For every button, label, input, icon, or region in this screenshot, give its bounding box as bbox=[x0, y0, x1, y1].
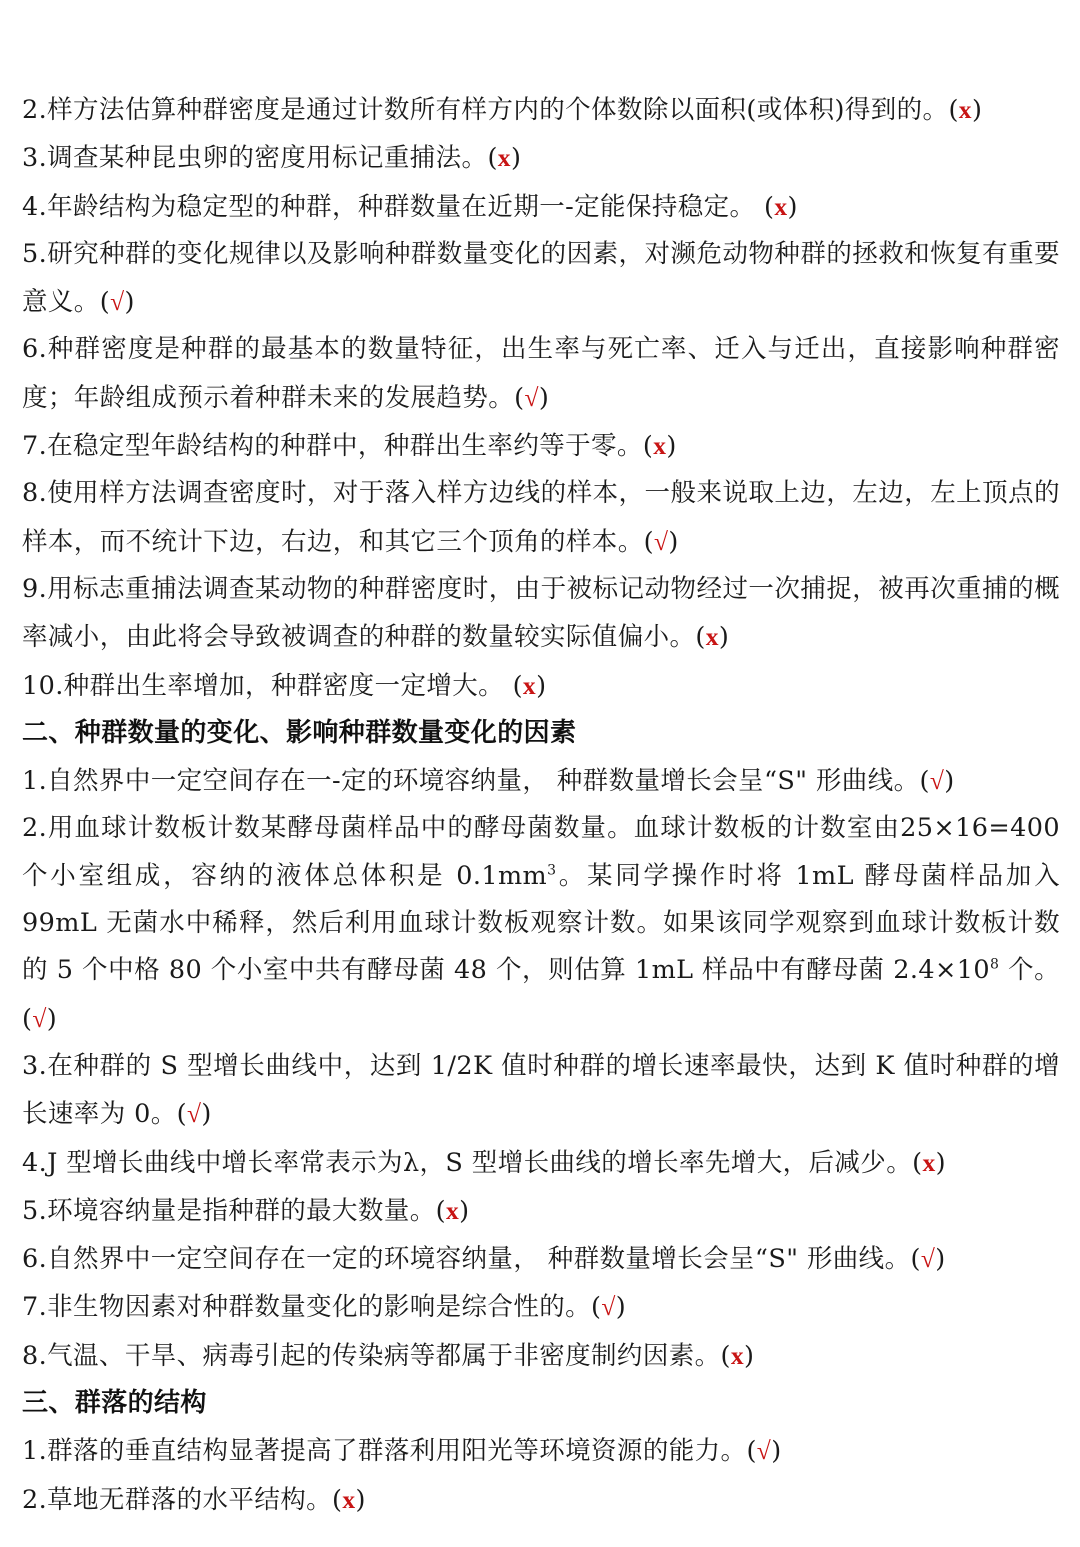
statement-text: 3.调查某种昆虫卵的密度用标记重捕法。 bbox=[22, 143, 488, 174]
statement-item-1-10 bbox=[22, 662, 1060, 710]
statement-item-2-3 bbox=[22, 1043, 1060, 1139]
statement-text: 6.种群密度是种群的最基本的数量特征，出生率与死亡率、迁入与迁出，直接影响种群密度；年龄组成预示着种群未来的发展趋势。 bbox=[22, 334, 1060, 413]
answer-mark: (x) bbox=[695, 622, 730, 653]
answer-symbol: x bbox=[958, 95, 972, 124]
answer-symbol: √ bbox=[653, 526, 669, 556]
answer-mark: (x) bbox=[948, 95, 983, 125]
answer-mark: (√) bbox=[176, 1099, 212, 1130]
statement-text: 1.群落的垂直结构显著提高了群落利用阳光等环境资源的能力。 bbox=[22, 1436, 747, 1467]
statement-item-3-2 bbox=[22, 1476, 1060, 1524]
statement-text-part2: 。某同学操作时将 1mL 酵母菌样品加入 99mL 无菌水中稀释，然后利用血球计数板观察计数。如果该同学观察到血球计数板计数的 5 个中格 80 个小室中共有酵母菌 48 个，则估算 1mL 样品中有酵母菌 2.4×10 bbox=[22, 860, 1061, 986]
section-heading-2: 二、种群数量的变化、影响种群数量变化的因素 bbox=[22, 717, 577, 748]
statement-item-2-7 bbox=[22, 1283, 1060, 1331]
answer-symbol: √ bbox=[756, 1436, 772, 1466]
statement-item-1-3 bbox=[22, 134, 1060, 182]
answer-mark: (x) bbox=[720, 1340, 755, 1371]
statement-text-part1: 2.用血球计数板计数某酵母菌样品中的酵母菌数量。血球计数板的计数室由25×16=400 个小室组成，容纳的液体总体积是 0.1mm bbox=[22, 813, 1060, 891]
answer-mark: (√) bbox=[910, 1244, 946, 1275]
statement-item-1-5 bbox=[22, 231, 1060, 327]
statement-item-3-1 bbox=[22, 1427, 1060, 1475]
statement-text: 9.用标志重捕法调查某动物的种群密度时，由于被标记动物经过一次捕捉，被再次重捕的概率减小，由此将会导致被调查的种群的数量较实际值偏小。 bbox=[22, 573, 1060, 653]
statement-item-2-2 bbox=[22, 805, 1060, 1042]
statement-item-1-2 bbox=[22, 86, 1060, 134]
answer-symbol: x bbox=[342, 1484, 356, 1514]
answer-symbol: x bbox=[922, 1147, 936, 1177]
answer-mark: (x) bbox=[332, 1484, 366, 1515]
statement-text: 7.在稳定型年龄结构的种群中，种群出生率约等于零。 bbox=[22, 431, 643, 462]
statement-text: 10.种群出生率增加，种群密度一定增大。 bbox=[22, 670, 513, 701]
statement-item-1-9 bbox=[22, 566, 1060, 662]
statement-item-2-5 bbox=[22, 1187, 1060, 1235]
superscript-8: 8 bbox=[990, 956, 1000, 973]
statement-item-1-8 bbox=[22, 470, 1060, 566]
answer-mark: (x) bbox=[512, 670, 547, 701]
answer-symbol: x bbox=[446, 1195, 460, 1225]
statement-text: 2.样方法估算种群密度是通过计数所有样方内的个体数除以面积(或体积)得到的。 bbox=[22, 95, 949, 125]
answer-symbol: √ bbox=[601, 1292, 616, 1322]
statement-item-1-6 bbox=[22, 326, 1060, 422]
answer-mark: (√) bbox=[22, 1003, 58, 1034]
answer-mark: (√) bbox=[99, 287, 135, 318]
answer-mark: (√) bbox=[514, 382, 550, 413]
statement-text: 1.自然界中一定空间存在一-定的环境容纳量， 种群数量增长会呈“S" 形曲线。 bbox=[22, 766, 920, 797]
answer-mark: (x) bbox=[487, 143, 522, 174]
statement-text: 2.草地无群落的水平结构。 bbox=[22, 1484, 333, 1515]
statement-item-2-4 bbox=[22, 1139, 1060, 1187]
statement-item-2-8 bbox=[22, 1332, 1060, 1380]
answer-mark: (√) bbox=[591, 1292, 627, 1323]
answer-mark: (√) bbox=[643, 526, 679, 557]
statement-text-part3: 个。 bbox=[999, 955, 1060, 986]
statement-text: 8.使用样方法调查密度时，对于落入样方边线的样本，一般来说取上边，左边，左上顶点的样本，而不统计下边，右边，和其它三个顶角的样本。 bbox=[22, 478, 1060, 557]
answer-symbol: x bbox=[653, 431, 667, 461]
statement-item-1-7 bbox=[22, 422, 1060, 470]
statement-text: 8.气温、干旱、病毒引起的传染病等都属于非密度制约因素。 bbox=[22, 1340, 721, 1371]
statement-text: 6.自然界中一定空间存在一定的环境容纳量， 种群数量增长会呈“S" 形曲线。 bbox=[22, 1244, 911, 1275]
answer-symbol: x bbox=[497, 143, 511, 173]
statement-item-2-1 bbox=[22, 757, 1060, 805]
statement-text: 4.J 型增长曲线中增长率常表示为λ，S 型增长曲线的增长率先增大，后减少。 bbox=[22, 1147, 913, 1178]
section-heading-3: 三、群落的结构 bbox=[22, 1388, 207, 1419]
answer-symbol: √ bbox=[920, 1244, 936, 1274]
answer-mark: (x) bbox=[642, 431, 677, 462]
statement-text: 7.非生物因素对种群数量变化的影响是综合性的。 bbox=[22, 1292, 592, 1323]
answer-symbol: √ bbox=[524, 382, 539, 412]
statement-item-1-4 bbox=[22, 183, 1060, 231]
answer-mark: (x) bbox=[763, 191, 798, 222]
statement-text: 4.年龄结构为稳定型的种群，种群数量在近期一-定能保持稳定。 bbox=[22, 191, 764, 222]
statement-text: 3.在种群的 S 型增长曲线中，达到 1/2K 值时种群的增长速率最快，达到 K 值时种群的增长速率为 0。 bbox=[22, 1050, 1060, 1130]
answer-symbol: √ bbox=[32, 1003, 47, 1033]
answer-symbol: √ bbox=[110, 287, 125, 317]
answer-symbol: x bbox=[522, 670, 537, 700]
answer-symbol: x bbox=[730, 1340, 745, 1370]
answer-mark: (x) bbox=[912, 1147, 946, 1178]
answer-mark: (√) bbox=[746, 1436, 782, 1467]
answer-symbol: √ bbox=[929, 766, 945, 796]
answer-mark: (√) bbox=[919, 766, 955, 797]
statement-item-2-6 bbox=[22, 1235, 1060, 1283]
answer-symbol: x bbox=[705, 622, 719, 652]
statement-text: 5.环境容纳量是指种群的最大数量。 bbox=[22, 1195, 436, 1226]
answer-symbol: x bbox=[774, 191, 788, 221]
answer-mark: (x) bbox=[435, 1195, 470, 1226]
statement-text: 5.研究种群的变化规律以及影响种群数量变化的因素，对濒危动物种群的拯救和恢复有重要意义。 bbox=[22, 238, 1060, 318]
answer-symbol: √ bbox=[187, 1099, 202, 1129]
superscript-3: 3 bbox=[547, 862, 557, 879]
